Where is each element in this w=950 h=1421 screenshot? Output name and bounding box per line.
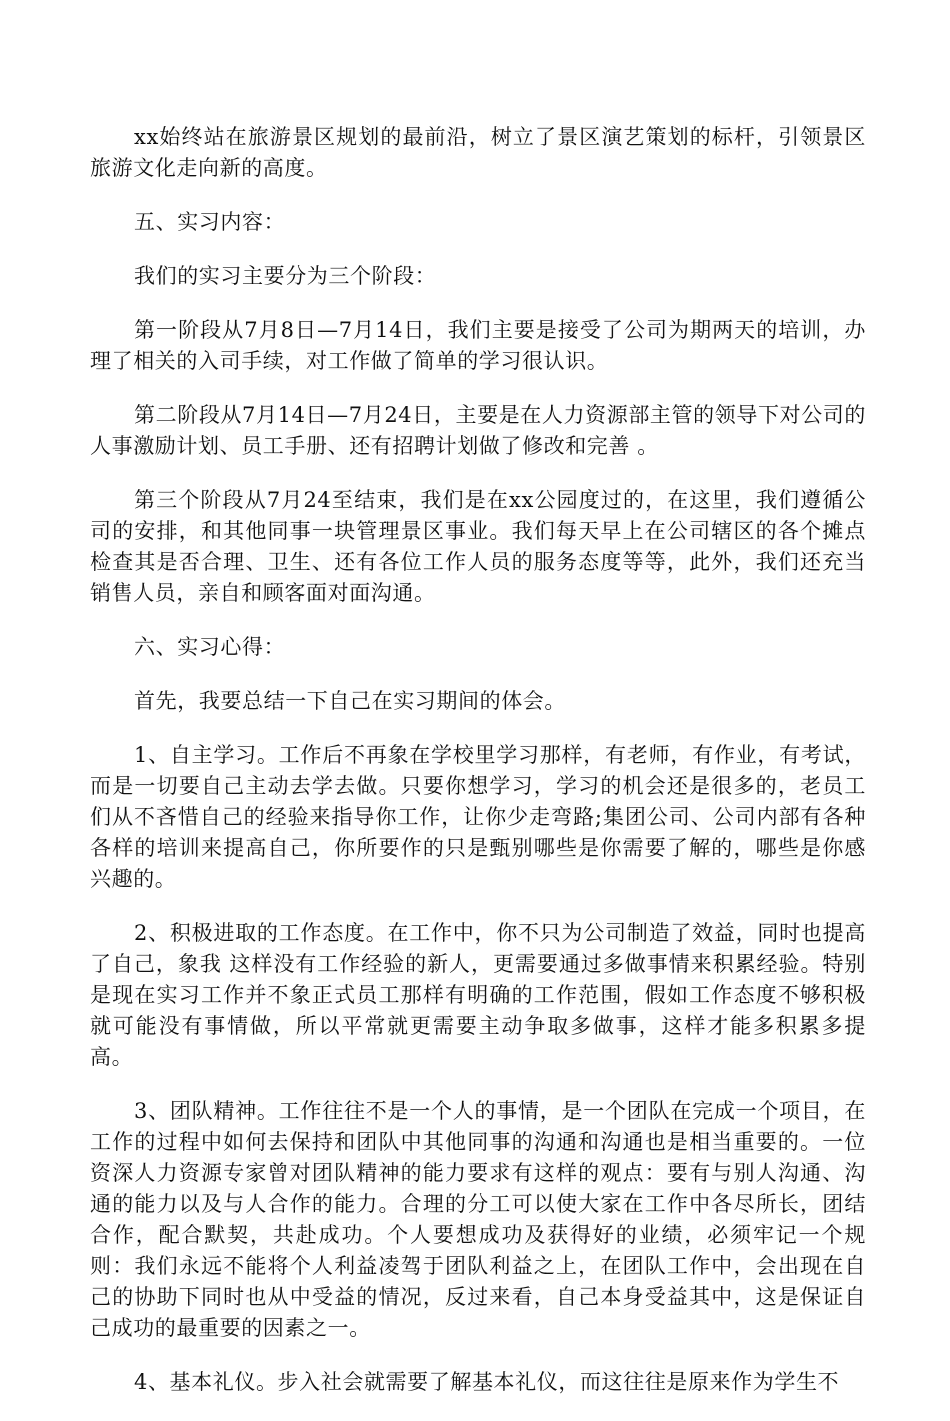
- paragraph-point-3: 3、团队精神。工作往往不是一个人的事情，是一个团队在完成一个项目，在工作的过程中如何去保持和团队中其他同事的沟通和沟通也是相当重要的。一位资深人力资源专家曾对团队精神的能力要求有这样的观点：要有与别人沟通、沟通的能力以及与人合作的能力。合理的分工可以使大家在工作中各尽所长，团结合作，配合默契，共赴成功。个人要想成功及获得好的业绩，必须牢记一个规则：我们永远不能将个人利益凌驾于团队利益之上，在团队工作中，会出现在自己的协助下同时也从中受益的情况，反过来看，自己本身受益其中，这是保证自己成功的最重要的因素之一。: [90, 1099, 866, 1340]
- paragraph-stage-3: 第三个阶段从7月24至结束，我们是在xx公园度过的，在这里，我们遵循公司的安排，和其他同事一块管理景区事业。我们每天早上在公司辖区的各个摊点检查其是否合理、卫生、还有各位工作人员的服务态度等等，此外，我们还充当销售人员，亲自和顾客面对面沟通。: [90, 488, 866, 605]
- paragraph-point-4: 4、基本礼仪。步入社会就需要了解基本礼仪，而这往往是原来作为学生不: [134, 1370, 840, 1394]
- paragraph-stages-intro: 我们的实习主要分为三个阶段：: [134, 264, 437, 288]
- document-page: [90, 122, 866, 1421]
- paragraph-stage-1: 第一阶段从7月8日—7月14日，我们主要是接受了公司为期两天的培训，办理了相关的入司手续，对工作做了简单的学习很认识。: [90, 318, 866, 373]
- section-heading-internship-content: 五、实习内容：: [134, 210, 286, 234]
- paragraph-point-2: 2、积极进取的工作态度。在工作中，你不只为公司制造了效益，同时也提高了自己，象我 这样没有工作经验的新人，更需要通过多做事情来积累经验。特别是现在实习工作并不象正式员工那样有明确的工作范围，假如工作态度不够积极就可能没有事情做，所以平常就更需要主动争取多做事，这样才能多积累多提高。: [90, 921, 866, 1069]
- section-heading-internship-insights: 六、实习心得：: [134, 635, 286, 659]
- paragraph-intro: xx始终站在旅游景区规划的最前沿，树立了景区演艺策划的标杆，引领景区旅游文化走向新的高度。: [90, 125, 866, 180]
- paragraph-stage-2: 第二阶段从7月14日—7月24日，主要是在人力资源部主管的领导下对公司的人事激励计划、员工手册、还有招聘计划做了修改和完善 。: [90, 403, 866, 458]
- paragraph-point-1: 1、自主学习。工作后不再象在学校里学习那样，有老师，有作业，有考试，而是一切要自己主动去学去做。只要你想学习，学习的机会还是很多的，老员工们从不吝惜自己的经验来指导你工作，让你少走弯路;集团公司、公司内部有各种各样的培训来提高自己，你所要作的只是甄别哪些是你需要了解的，哪些是你感兴趣的。: [90, 743, 866, 891]
- paragraph-insights-intro: 首先，我要总结一下自己在实习期间的体会。: [134, 689, 566, 713]
